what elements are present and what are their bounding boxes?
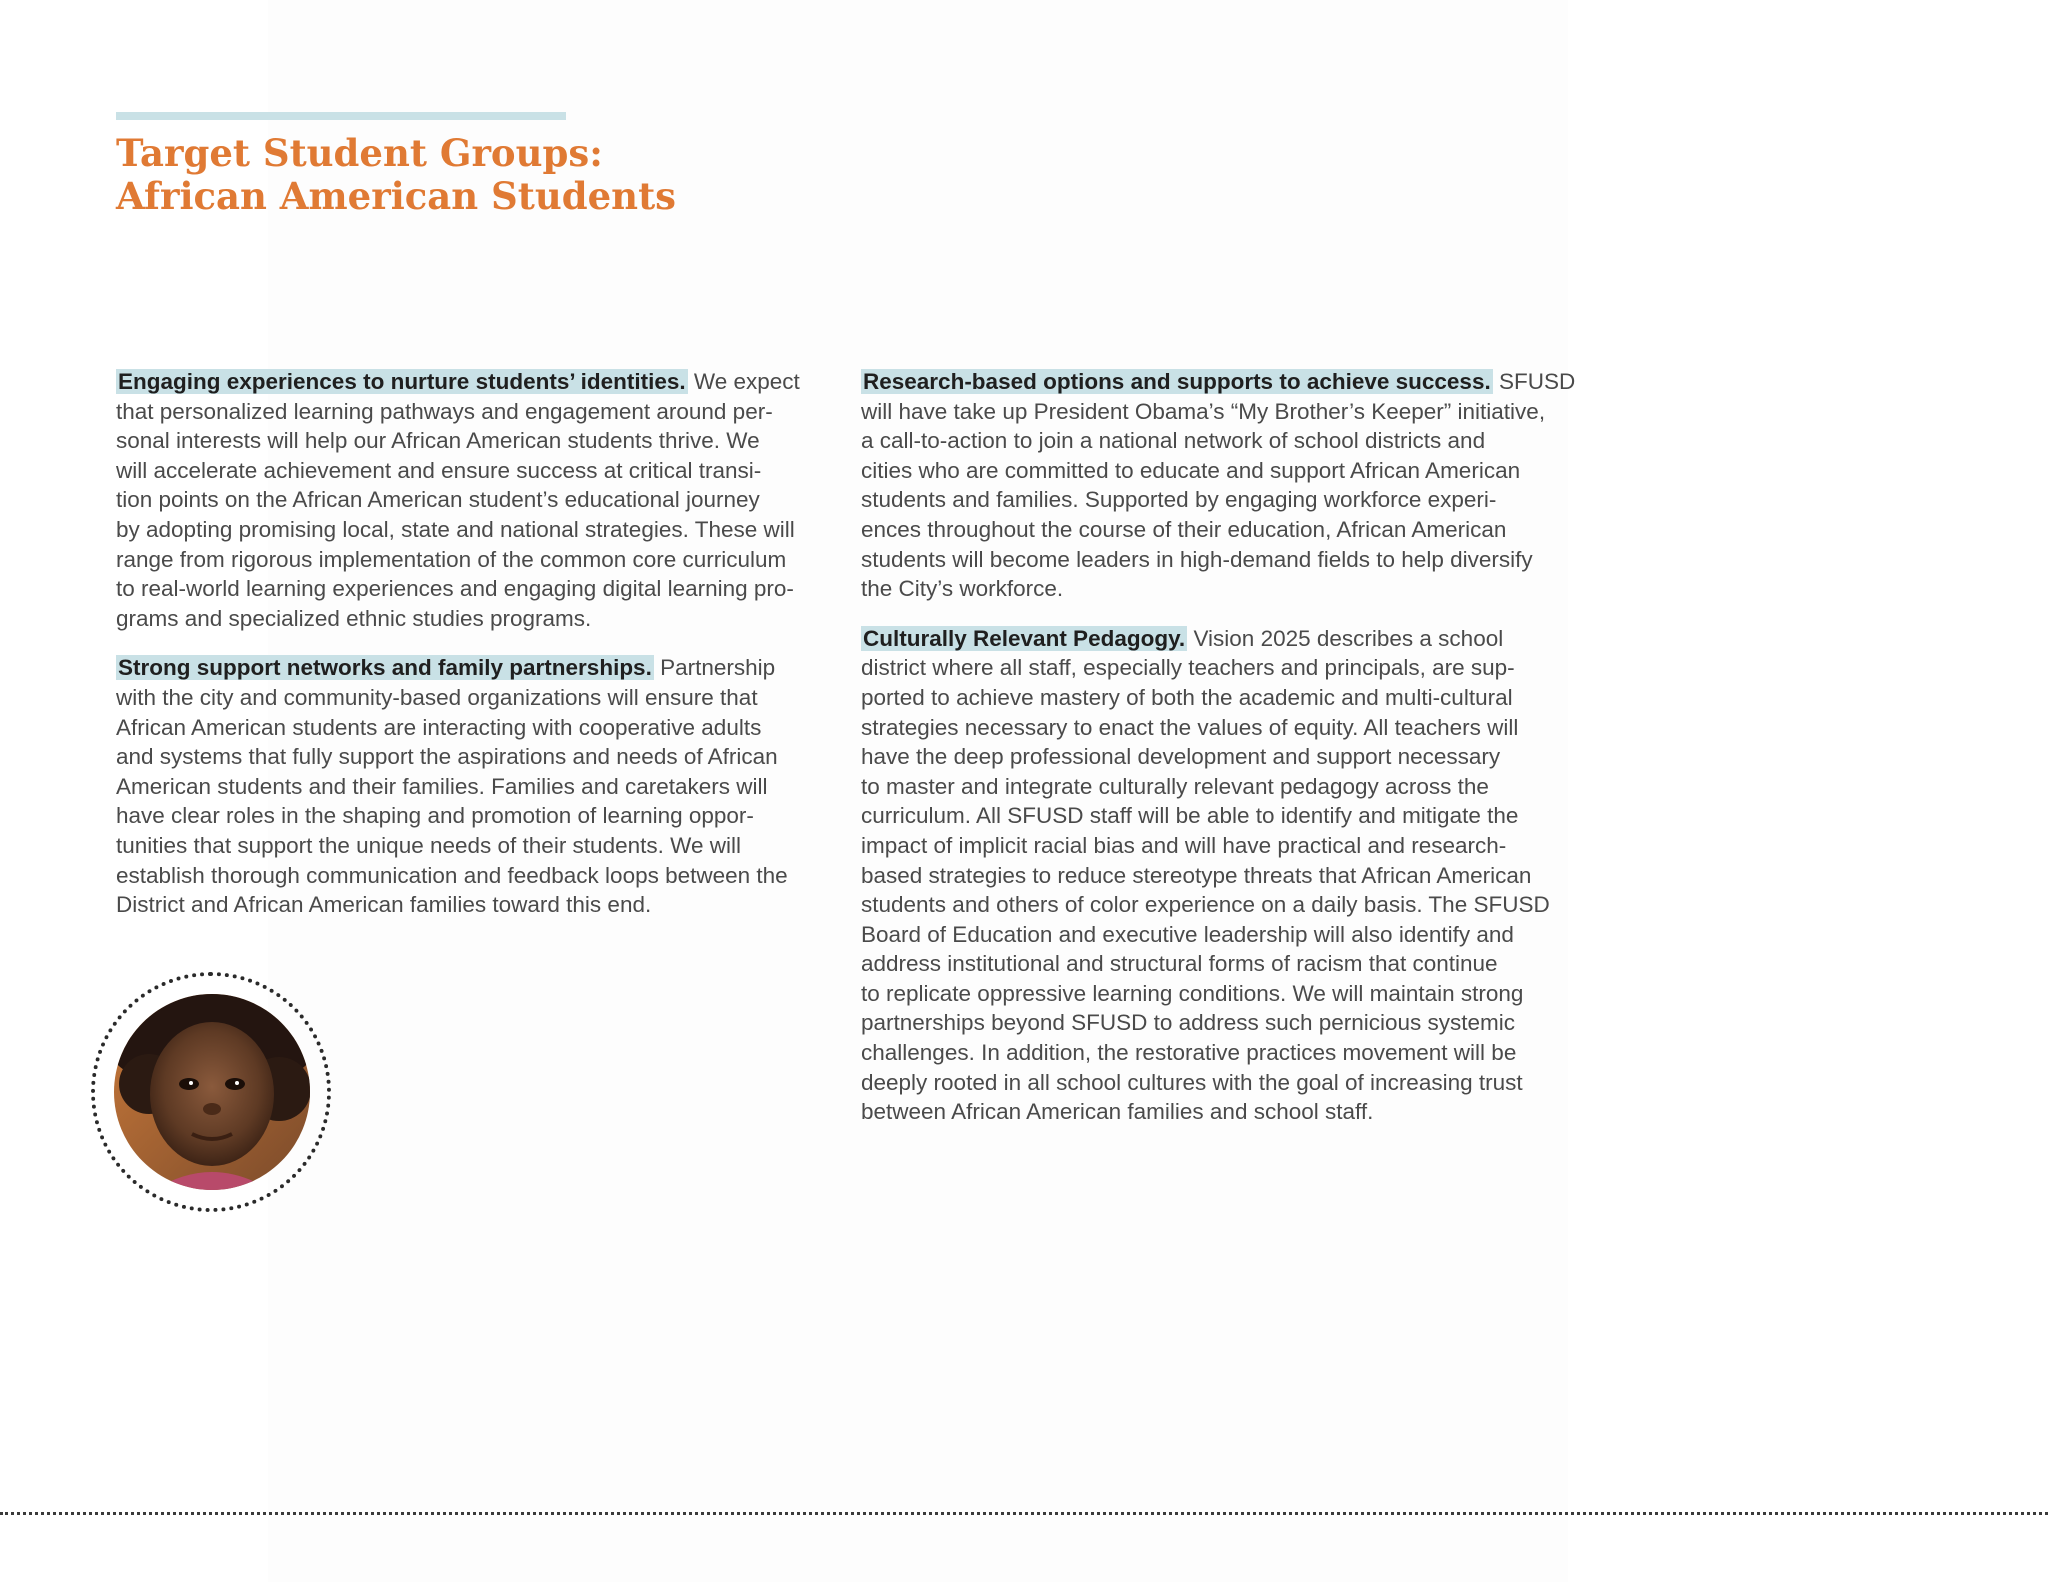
text-line: to master and integrate culturally relevant pedagogy across the (861, 773, 1489, 799)
text-line: the City’s workforce. (861, 576, 1064, 602)
text-line: address institutional and structural forms of racism that continue (861, 951, 1498, 977)
text-line: and systems that fully support the aspirations and needs of African (116, 744, 778, 770)
text-line: African American students are interacting with cooperative adults (116, 714, 762, 740)
text-line: tunities that support the unique needs of their students. We will (116, 832, 741, 858)
title-line-1: Target Student Groups: (116, 131, 603, 175)
text-line: American students and their families. Families and caretakers will (116, 773, 768, 799)
text-line: SFUSD (1498, 369, 1576, 394)
text-line: that personalized learning pathways and engagement around per- (116, 398, 773, 424)
paragraph-support-networks (116, 653, 832, 919)
text-line: grams and specialized ethnic studies programs. (116, 605, 592, 631)
text-line: strategies necessary to enact the values of equity. All teachers will (861, 714, 1519, 740)
text-line: by adopting promising local, state and national strategies. These will (116, 516, 795, 542)
text-line: range from rigorous implementation of the common core curriculum (116, 546, 787, 572)
text-line: tion points on the African American student’s educational journey (116, 487, 760, 513)
page-title (116, 132, 676, 218)
text-line: impact of implicit racial bias and will have practical and research- (861, 832, 1507, 858)
text-line: will accelerate achievement and ensure success at critical transi- (116, 457, 762, 483)
text-line: partnerships beyond SFUSD to address such pernicious systemic (861, 1010, 1516, 1036)
paragraph-lead: Culturally Relevant Pedagogy. (863, 625, 1186, 651)
text-line: a call-to-action to join a national network of school districts and (861, 428, 1486, 454)
text-line: cities who are committed to educate and support African American (861, 457, 1521, 483)
title-line-2: African American Students (116, 174, 676, 218)
text-line: students and families. Supported by engaging workforce experi- (861, 487, 1497, 513)
paragraph-lead: Research-based options and supports to achieve success. (863, 369, 1491, 394)
text-line: students and others of color experience on a daily basis. The SFUSD (861, 892, 1550, 918)
text-line: based strategies to reduce stereotype threats that African American (861, 862, 1532, 888)
text-line: ences throughout the course of their education, African American (861, 516, 1507, 542)
text-line: sonal interests will help our African American students thrive. We (116, 428, 760, 454)
text-line: students will become leaders in high-demand fields to help diversify (861, 546, 1533, 572)
text-line: have the deep professional development and support necessary (861, 744, 1501, 770)
student-portrait-photo (114, 994, 310, 1190)
paragraph-research-based-options (861, 367, 1577, 604)
text-line: will have take up President Obama’s “My Brother’s Keeper” initiative, (861, 398, 1546, 424)
right-column (861, 367, 1577, 1147)
text-line: between African American families and school staff. (861, 1099, 1374, 1125)
text-line: curriculum. All SFUSD staff will be able to identify and mitigate the (861, 803, 1519, 829)
text-line: with the city and community-based organizations will ensure that (116, 684, 758, 710)
text-line: have clear roles in the shaping and promotion of learning oppor- (116, 803, 754, 829)
text-line: Partnership (660, 655, 776, 681)
text-line: Board of Education and executive leadership will also identify and (861, 921, 1514, 947)
paragraph-lead: Engaging experiences to nurture students’ identities. (118, 369, 686, 394)
paragraph-lead: Strong support networks and family partnerships. (118, 655, 652, 681)
bottom-dotted-rule (0, 1512, 2048, 1515)
text-line: challenges. In addition, the restorative practices movement will be (861, 1040, 1517, 1066)
text-line: District and African American families toward this end. (116, 892, 652, 918)
paragraph-engaging-experiences (116, 367, 832, 633)
text-line: Vision 2025 describes a school (1193, 625, 1504, 651)
text-line: district where all staff, especially teachers and principals, are sup- (861, 655, 1515, 681)
text-line: ported to achieve mastery of both the academic and multi-cultural (861, 684, 1513, 710)
left-column (116, 367, 832, 940)
title-accent-rule (116, 112, 566, 120)
text-line: to replicate oppressive learning conditions. We will maintain strong (861, 980, 1524, 1006)
text-line: We expect (693, 369, 800, 394)
text-line: deeply rooted in all school cultures with the goal of increasing trust (861, 1069, 1523, 1095)
text-line: to real-world learning experiences and engaging digital learning pro- (116, 576, 794, 602)
text-line: establish thorough communication and feedback loops between the (116, 862, 788, 888)
paragraph-culturally-relevant-pedagogy (861, 624, 1577, 1127)
